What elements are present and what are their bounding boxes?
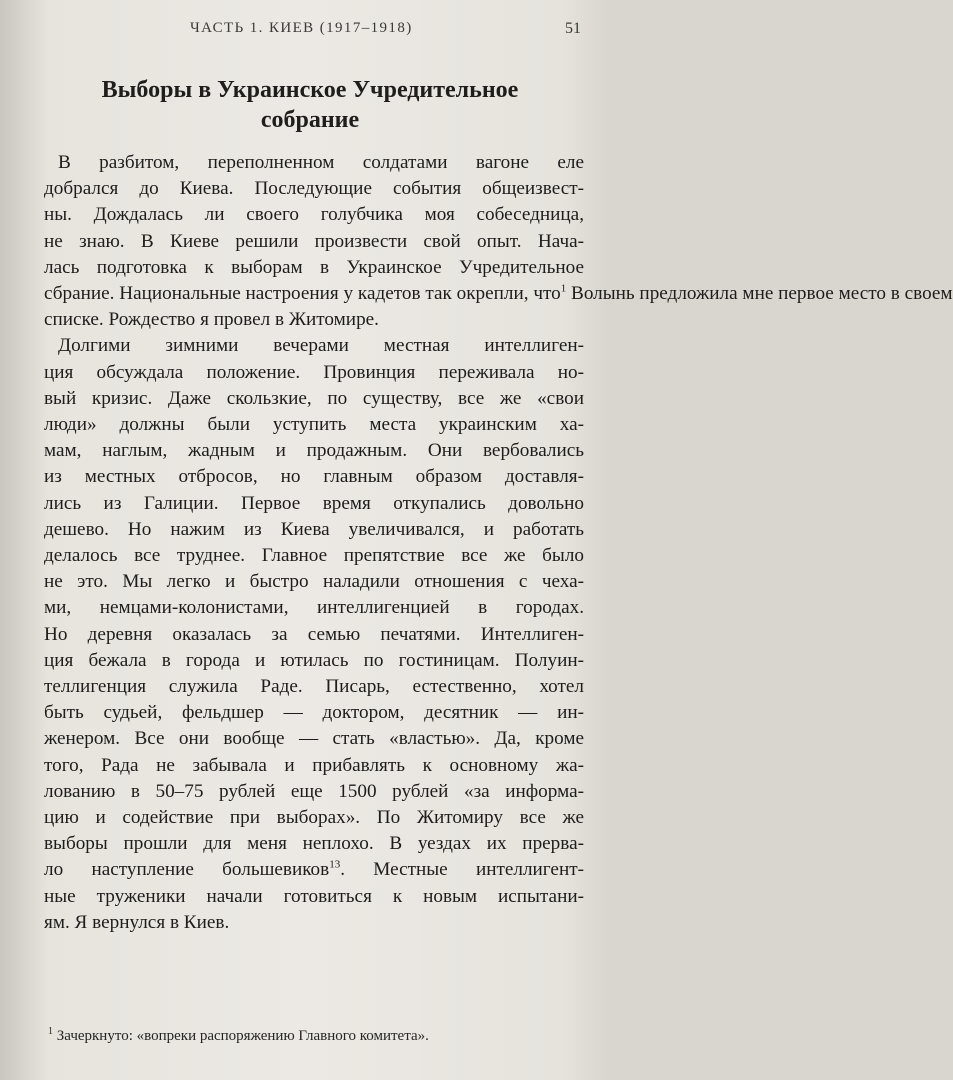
text-line: из местных отбросов, но главным образом доставля-	[44, 466, 584, 488]
text-line	[44, 281, 953, 307]
text-line: ям. Я вернулся в Киев.	[44, 911, 230, 933]
text-line: лованию в 50–75 рублей еще 1500 рублей «за информа-	[44, 780, 584, 802]
section-title-line-1: Выборы в Украинское Учредительное	[101, 77, 519, 103]
footnote-ref-1: 1	[560, 282, 567, 295]
footnote-marker: 1	[48, 1026, 53, 1037]
page-number: 51	[565, 20, 581, 37]
footnote	[48, 1028, 588, 1045]
text-line: теллигенция служила Раде. Писарь, естественно, хотел	[44, 676, 584, 698]
text-line: Но деревня оказалась за семью печатями. Интеллиген-	[44, 623, 584, 645]
section-title	[40, 75, 580, 135]
text-fragment: Волынь предложила мне первое место в своем	[571, 283, 953, 305]
text-fragment: . Местные интеллигент-	[340, 859, 584, 881]
text-line: ны. Дождалась ли своего голубчика моя собеседница,	[44, 204, 584, 226]
text-line: не знаю. В Киеве решили произвести свой опыт. Нача-	[44, 230, 584, 252]
text-line: мам, наглым, жадным и продажным. Они вербовались	[44, 440, 584, 462]
text-line: В разбитом, переполненном солдатами вагоне еле	[58, 152, 584, 173]
text-line: ми, немцами-колонистами, интеллигенцией в городах.	[44, 597, 584, 619]
text-fragment: ло наступление большевиков	[44, 859, 330, 881]
text-line: ция бежала в города и ютилась по гостиницам. Полуин-	[44, 649, 584, 671]
text-line: вый кризис. Даже скользкие, по существу, все же «свои	[44, 387, 584, 409]
text-line: цию и содействие при выборах». По Житомиру все же	[44, 807, 584, 829]
text-line: женером. Все они вообще — стать «властью». Да, кроме	[44, 728, 584, 750]
text-line	[44, 857, 584, 883]
text-line: выборы прошли для меня неплохо. В уездах их прерва-	[44, 833, 584, 855]
running-header	[0, 14, 610, 44]
text-line: добрался до Киева. Последующие события общеизвест-	[44, 178, 584, 200]
text-fragment: сбрание. Национальные настроения у кадетов так окрепли, что	[44, 283, 561, 305]
text-line: делалось все труднее. Главное препятствие все же было	[44, 545, 584, 567]
text-line: дешево. Но нажим из Киева увеличивался, и работать	[44, 518, 584, 540]
body-text	[44, 150, 953, 936]
footnote-ref-13: 13	[329, 859, 341, 872]
text-line: лись из Галиции. Первое время откупались довольно	[44, 492, 584, 514]
text-line: Долгими зимними вечерами местная интеллиген-	[58, 335, 584, 357]
text-line: лась подготовка к выборам в Украинское Учредительное	[44, 256, 584, 278]
text-line: списке. Рождество я провел в Житомире.	[44, 309, 379, 331]
footnote-text: Зачеркнуто: «вопреки распоряжению Главного комитета».	[56, 1028, 429, 1044]
text-line: не это. Мы легко и быстро наладили отношения с чеха-	[44, 571, 584, 593]
section-title-line-2: собрание	[260, 107, 360, 133]
text-line: ные труженики начали готовиться к новым испытани-	[44, 885, 584, 907]
text-line: быть судьей, фельдшер — доктором, десятник — ин-	[44, 702, 584, 724]
text-line: ция обсуждала положение. Провинция переживала но-	[44, 361, 584, 383]
text-line: того, Рада не забывала и прибавлять к основному жа-	[44, 754, 584, 776]
running-title: ЧАСТЬ 1. КИЕВ (1917–1918)	[190, 20, 413, 36]
text-line: люди» должны были уступить места украинским ха-	[44, 414, 584, 436]
